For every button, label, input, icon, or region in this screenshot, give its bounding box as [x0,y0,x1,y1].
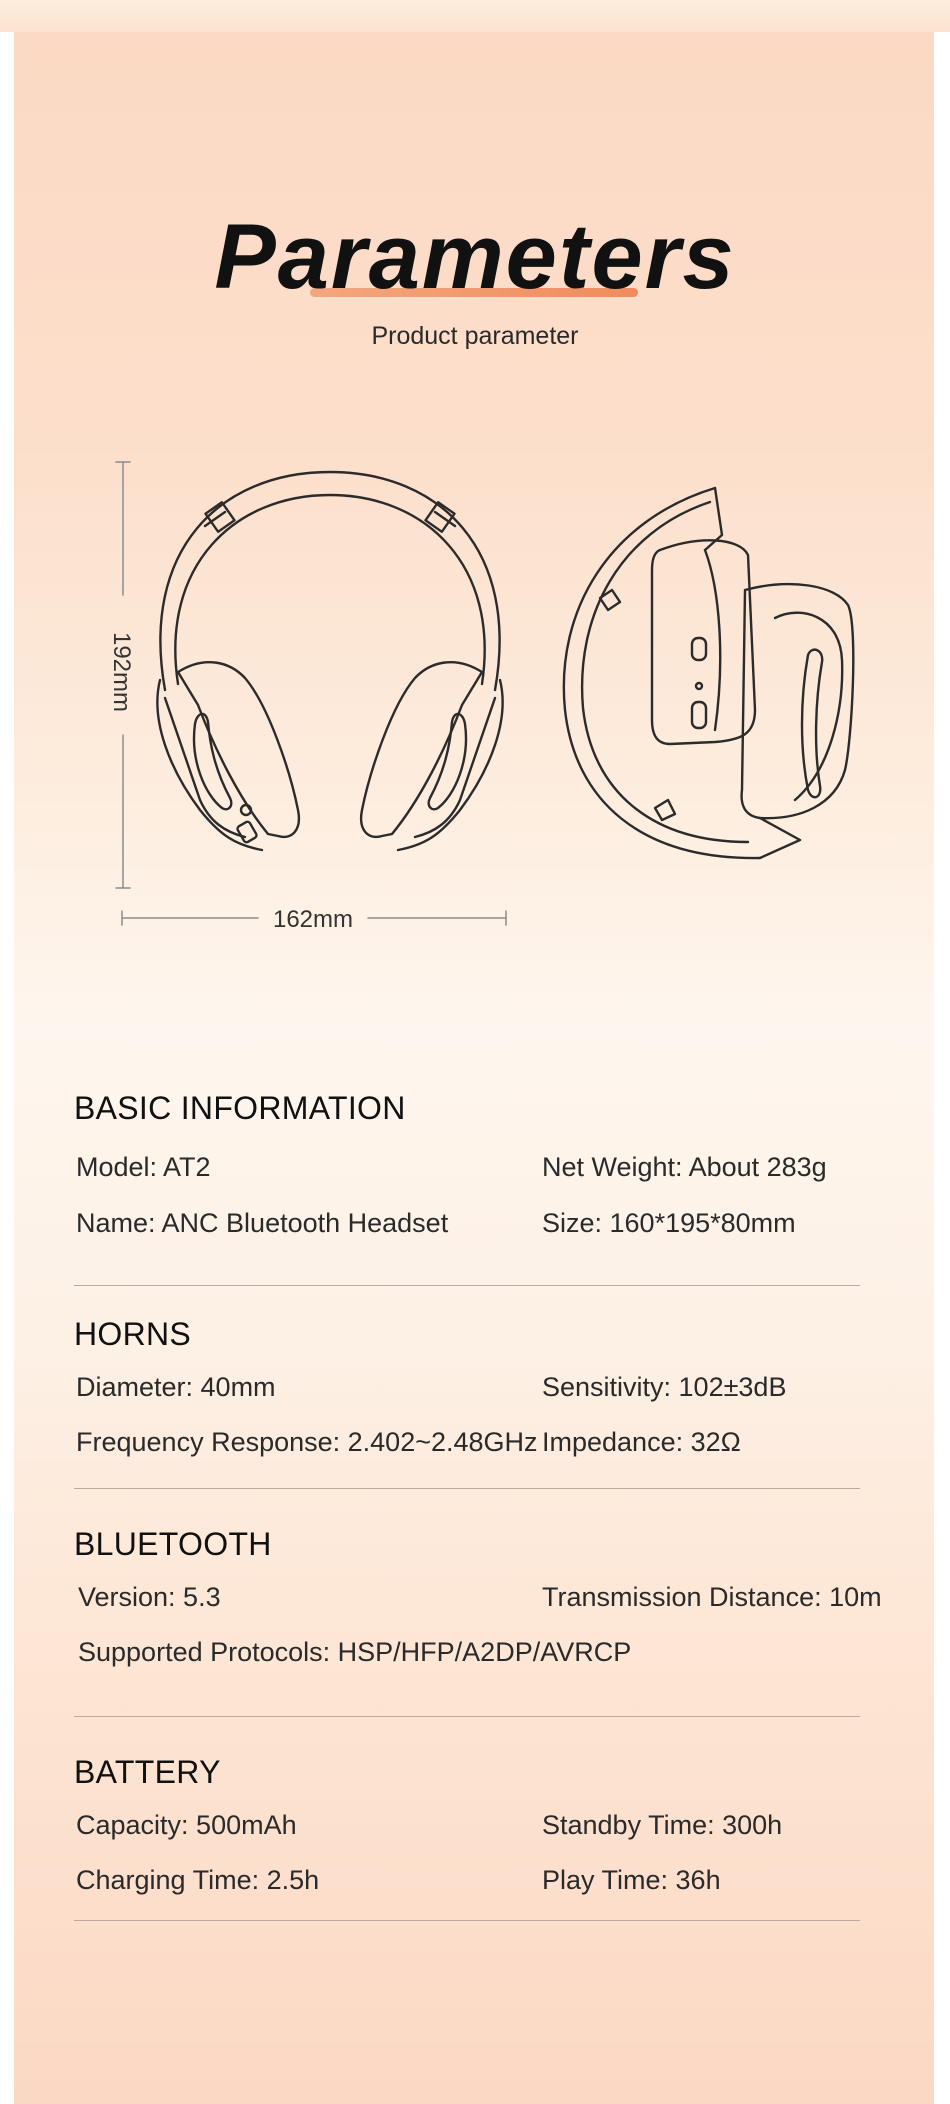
spec-net-weight: Net Weight: About 283g [542,1152,827,1182]
headphone-illustration [0,440,950,940]
section-title: BLUETOOTH [74,1526,272,1562]
section-divider [74,1488,860,1489]
section-divider [74,1285,860,1286]
page-title: Parameters [214,206,736,308]
spec-diameter: Diameter: 40mm [76,1372,276,1402]
spec-name: Name: ANC Bluetooth Headset [76,1208,449,1238]
spec-charging-time: Charging Time: 2.5h [76,1865,320,1895]
section-title: HORNS [74,1316,192,1352]
spec-standby-time: Standby Time: 300h [542,1810,783,1840]
spec-size: Size: 160*195*80mm [542,1208,796,1238]
front-headphone-drawing [157,472,502,850]
spec-supported-protocols: Supported Protocols: HSP/HFP/A2DP/AVRCP [78,1637,632,1667]
width-dimension-label: 162mm [272,906,354,933]
spec-frequency-response: Frequency Response: 2.402~2.48GHz [76,1427,538,1457]
section-title: BATTERY [74,1754,221,1790]
spec-transmission-distance: Transmission Distance: 10m [542,1582,882,1612]
height-dimension-label: 192mm [108,631,135,713]
spec-sensitivity: Sensitivity: 102±3dB [542,1372,787,1402]
section-divider [74,1716,860,1717]
side-headphone-drawing [564,488,853,858]
spec-model: Model: AT2 [76,1152,211,1182]
page-subtitle: Product parameter [371,322,579,350]
section-title: BASIC INFORMATION [74,1090,406,1126]
section-divider [74,1920,860,1921]
spec-capacity: Capacity: 500mAh [76,1810,297,1840]
top-band [0,0,950,32]
spec-impedance: Impedance: 32Ω [542,1427,741,1457]
spec-play-time: Play Time: 36h [542,1865,721,1895]
spec-version: Version: 5.3 [78,1582,221,1612]
